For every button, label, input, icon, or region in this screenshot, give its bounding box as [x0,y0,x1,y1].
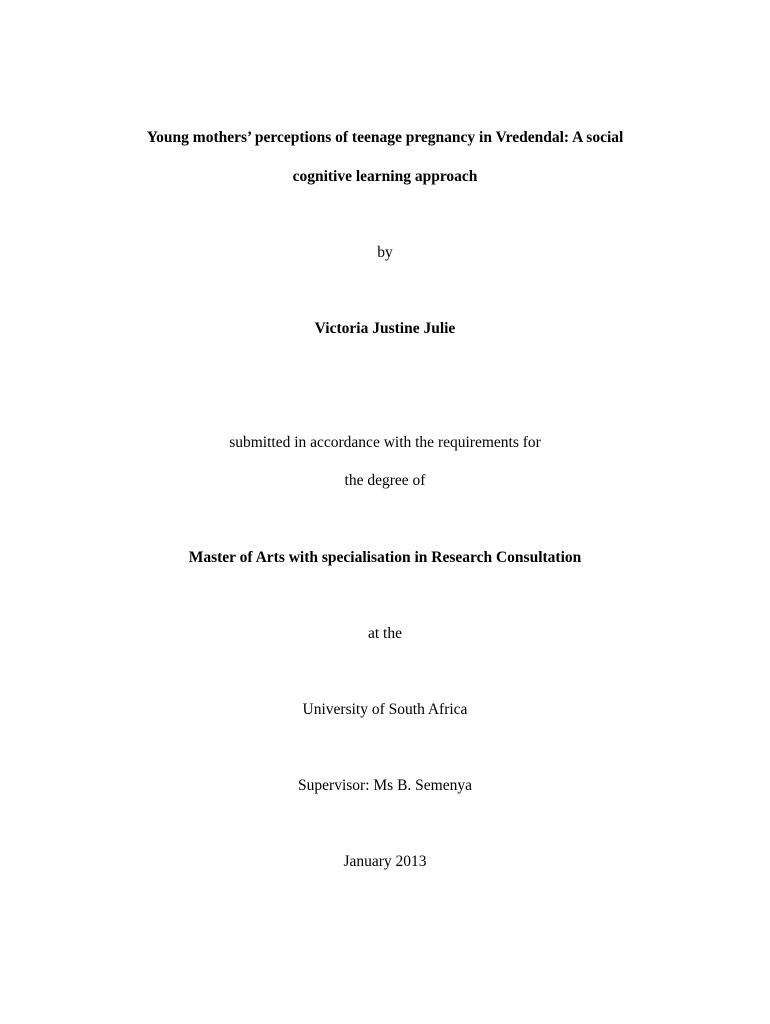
thesis-title-line-2: cognitive learning approach [292,168,478,185]
institution-name: University of South Africa [302,701,468,718]
submission-statement-line-2: the degree of [344,472,426,489]
thesis-title-line-1: Young mothers’ perceptions of teenage pregnancy in Vredendal: A social [146,129,624,146]
supervisor-line: Supervisor: Ms B. Semenya [298,777,472,794]
submission-statement-line-1: submitted in accordance with the requirements for [229,434,541,451]
author-name: Victoria Justine Julie [314,320,456,337]
submission-date: January 2013 [343,853,427,870]
by-label: by [377,244,393,261]
degree-name: Master of Arts with specialisation in Research Consultation [188,549,582,566]
at-the-label: at the [368,625,402,642]
